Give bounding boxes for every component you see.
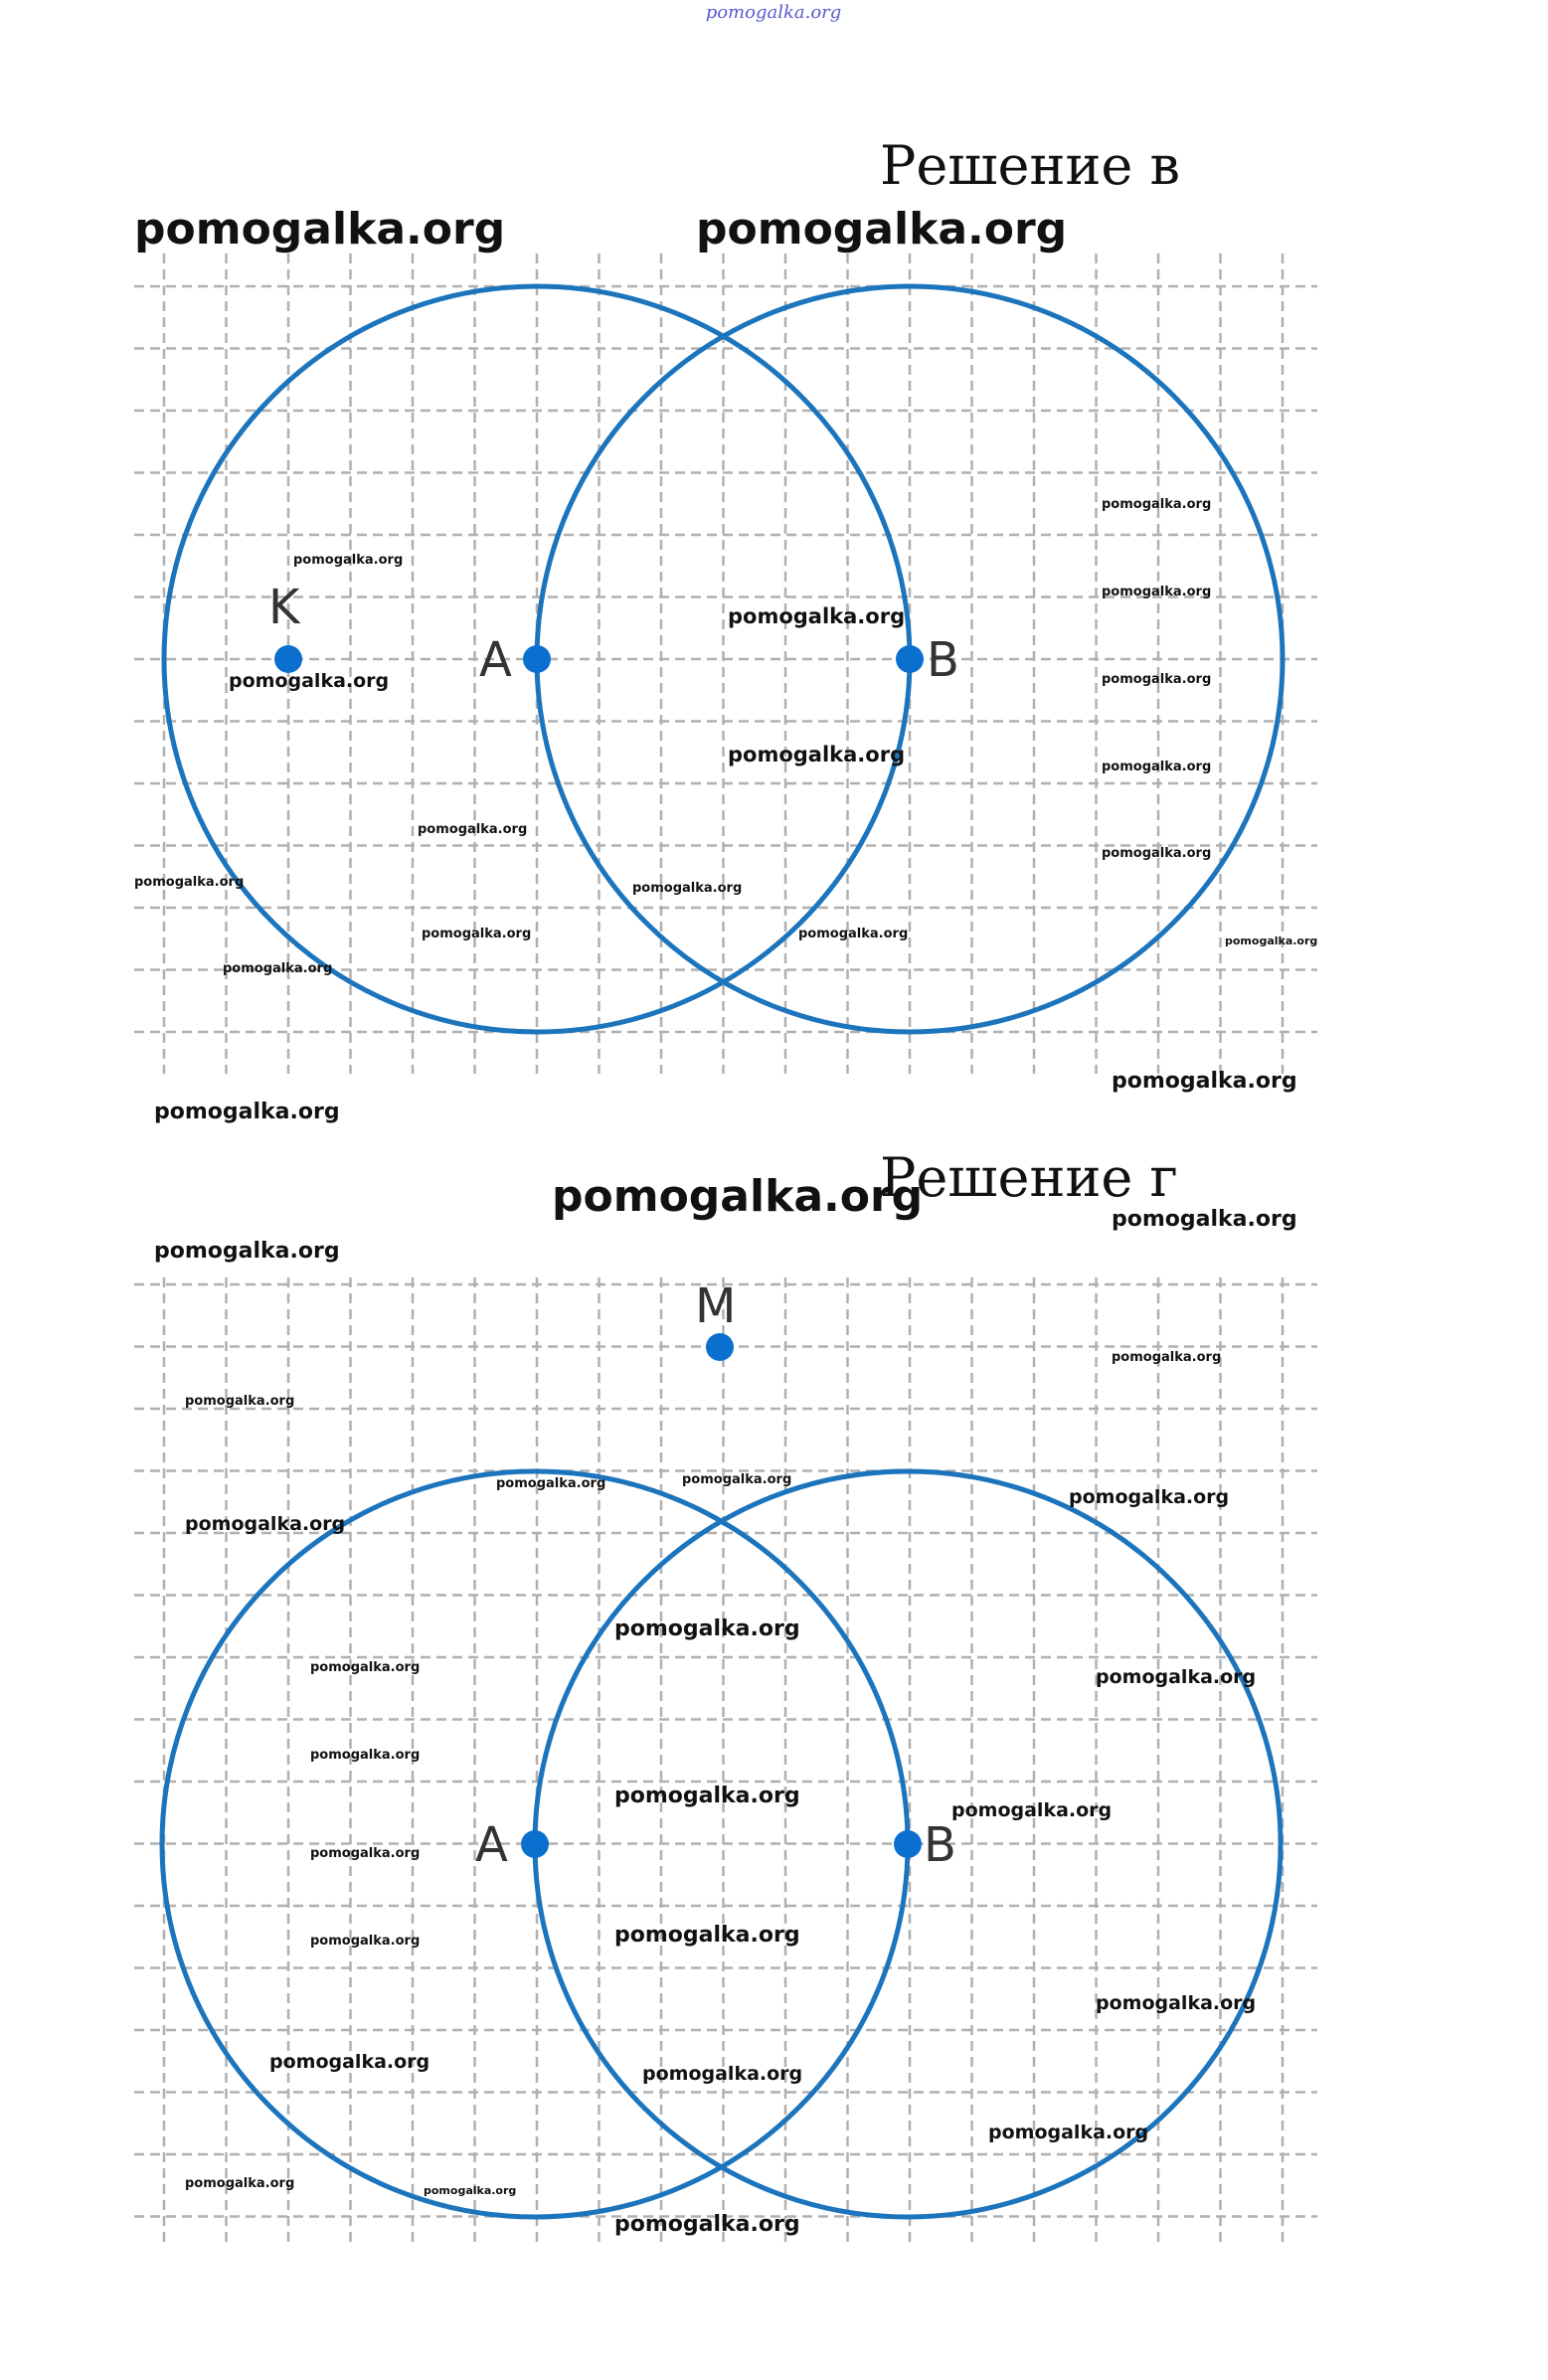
point-a-label: A (475, 1817, 508, 1873)
watermark: pomogalka.org (951, 1799, 1113, 1821)
watermark: pomogalka.org (185, 1394, 295, 1409)
watermark: pomogalka.org (1096, 1666, 1257, 1688)
watermark: pomogalka.org (310, 1934, 421, 1949)
watermark: pomogalka.org (1102, 846, 1212, 861)
watermark: pomogalka.org (1102, 672, 1212, 687)
point-k (274, 645, 302, 673)
watermark: pomogalka.org (1112, 1069, 1297, 1094)
watermark: pomogalka.org (424, 2184, 517, 2197)
watermark: pomogalka.org (1225, 935, 1318, 947)
watermark: pomogalka.org (310, 1660, 421, 1675)
point-b-label: B (927, 632, 959, 688)
watermark: pomogalka.org (642, 2063, 803, 2085)
watermark: pomogalka.org (614, 1923, 800, 1948)
watermark: pomogalka.org (1102, 760, 1212, 774)
panel-reshenie-g (134, 1146, 1317, 2247)
point-m-label: M (695, 1278, 737, 1334)
panel-reshenie-v (134, 134, 1317, 1124)
watermark: pomogalka.org (223, 961, 333, 976)
watermark: pomogalka.org (614, 1784, 800, 1808)
watermark: pomogalka.org (728, 604, 906, 628)
watermark: pomogalka.org (422, 927, 532, 941)
watermark: pomogalka.org (310, 1748, 421, 1763)
watermark: pomogalka.org (614, 2212, 800, 2237)
watermark: pomogalka.org (154, 1239, 340, 1264)
watermark: pomogalka.org (418, 822, 528, 837)
point-k-label: K (268, 580, 300, 635)
point-b (894, 1830, 922, 1858)
header-watermark: pomogalka.org (705, 2, 842, 23)
watermark: pomogalka.org (154, 1100, 340, 1124)
watermark: pomogalka.org (496, 1476, 606, 1491)
point-a (521, 1830, 549, 1858)
panel-title: Решение в (880, 134, 1180, 197)
watermark: pomogalka.org (1112, 1207, 1297, 1232)
watermark: pomogalka.org (798, 927, 909, 941)
point-b-label: B (924, 1817, 956, 1873)
watermark: pomogalka.org (728, 743, 906, 766)
watermark: pomogalka.org (310, 1846, 421, 1861)
watermark: pomogalka.org (185, 1513, 346, 1535)
watermark: pomogalka.org (632, 881, 743, 896)
watermark: pomogalka.org (682, 1472, 792, 1487)
point-b (896, 645, 924, 673)
watermark: pomogalka.org (1112, 1350, 1222, 1365)
watermark: pomogalka.org (988, 2122, 1149, 2143)
watermark: pomogalka.org (1096, 1992, 1257, 2014)
watermark: pomogalka.org (134, 875, 245, 890)
watermark: pomogalka.org (293, 553, 404, 568)
watermark: pomogalka.org (1102, 497, 1212, 512)
point-m (706, 1333, 734, 1361)
watermark: pomogalka.org (229, 670, 390, 692)
watermark: pomogalka.org (1102, 585, 1212, 599)
watermark: pomogalka.org (552, 1171, 924, 1222)
watermark: pomogalka.org (696, 204, 1068, 255)
point-a (523, 645, 551, 673)
panel-title: Решение г (880, 1146, 1178, 1209)
watermark: pomogalka.org (134, 204, 506, 255)
watermark: pomogalka.org (1069, 1486, 1230, 1508)
point-a-label: A (479, 632, 512, 688)
watermark: pomogalka.org (269, 2051, 430, 2073)
watermark: pomogalka.org (185, 2176, 295, 2191)
watermark: pomogalka.org (614, 1616, 800, 1641)
